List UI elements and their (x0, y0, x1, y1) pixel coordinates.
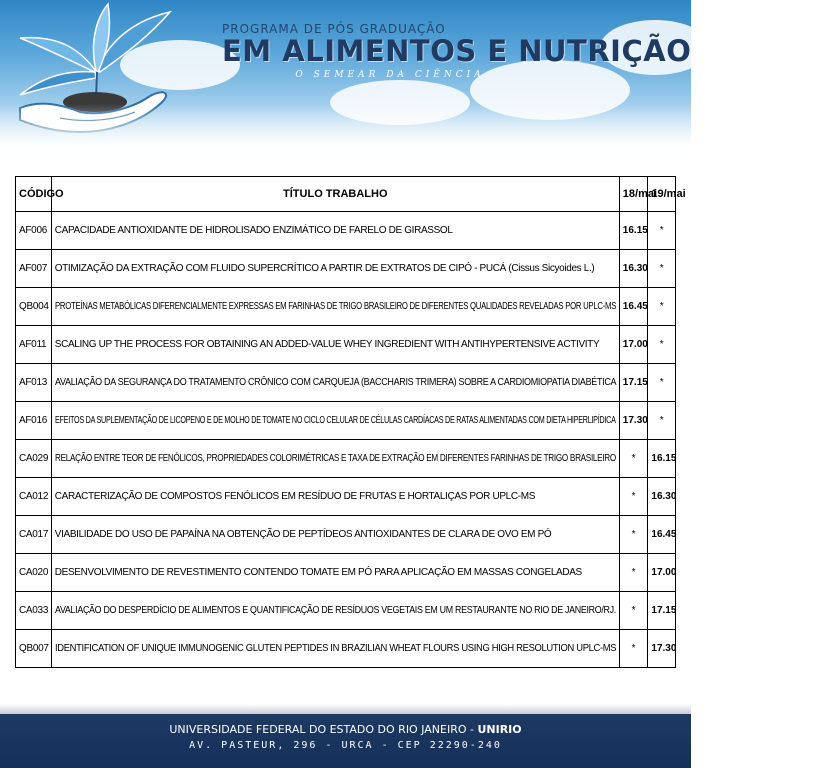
presentation-schedule-table (15, 176, 686, 668)
table-body (16, 212, 676, 668)
cell-day2: * (648, 402, 676, 440)
table-row (16, 250, 676, 288)
table-row (16, 326, 676, 364)
footer-university (0, 723, 691, 736)
cell-code: AF011 (16, 326, 52, 364)
cell-day2: 17.00 (648, 554, 676, 592)
cell-title: AVALIAÇÃO DA SEGURANÇA DO TRATAMENTO CRÔNICO COM CARQUEJA (BACCHARIS TRIMERA) SOBRE A CARDIOMIOPATIA DIABÉTICA (51, 364, 619, 402)
cell-title: PROTEÍNAS METABÓLICAS DIFERENCIALMENTE EXPRESSAS EM FARINHAS DE TRIGO BRASILEIRO DE DIFERENTES QUALIDADES REVELADAS POR UPLC-MS (51, 288, 619, 326)
cell-title: SCALING UP THE PROCESS FOR OBTAINING AN ADDED-VALUE WHEY INGREDIENT WITH ANTIHYPERTENSIVE ACTIVITY (51, 326, 619, 364)
cell-title: CARACTERIZAÇÃO DE COMPOSTOS FENÓLICOS EM RESÍDUO DE FRUTAS E HORTALIÇAS POR UPLC-MS (51, 478, 619, 516)
cell-title: VIABILIDADE DO USO DE PAPAÍNA NA OBTENÇÃO DE PEPTÍDEOS ANTIOXIDANTES DE CLARA DE OVO EM PÓ (51, 516, 619, 554)
cell-code: CA017 (16, 516, 52, 554)
column-header-code: CÓDIGO (16, 177, 52, 212)
program-title: EM ALIMENTOS E NUTRIÇÃO (222, 34, 692, 68)
cell-title: RELAÇÃO ENTRE TEOR DE FENÓLICOS, PROPRIEDADES COLORIMÉTRICAS E TAXA DE EXTRAÇÃO EM DIFERENTES FARINHAS DE TRIGO BRASILEIRO (51, 440, 619, 478)
cell-day1: 17.15 (619, 364, 648, 402)
cell-day1: 17.30 (619, 402, 648, 440)
cell-code: QB007 (16, 630, 52, 668)
cell-day2: 17.15 (648, 592, 676, 630)
program-tagline: O SEMEAR DA CIÊNCIA (295, 70, 485, 80)
table-row (16, 440, 676, 478)
cell-day1: 16.15 (619, 212, 648, 250)
cell-code: CA033 (16, 592, 52, 630)
cell-day1: 16.45 (619, 288, 648, 326)
table-row (16, 592, 676, 630)
cell-day1: * (619, 592, 648, 630)
column-header-day1: 18/mai (619, 177, 648, 212)
table-row (16, 364, 676, 402)
cell-day1: * (619, 516, 648, 554)
cell-code: CA029 (16, 440, 52, 478)
cell-title: IDENTIFICATION OF UNIQUE IMMUNOGENIC GLUTEN PEPTIDES IN BRAZILIAN WHEAT FLOURS USING HIGH RESOLUTION UPLC-MS (51, 630, 619, 668)
cell-code: CA012 (16, 478, 52, 516)
header-banner (0, 0, 691, 148)
table-row (16, 212, 676, 250)
program-subtitle: PROGRAMA DE PÓS GRADUAÇÃO (222, 22, 446, 36)
cell-code: CA020 (16, 554, 52, 592)
table-row (16, 402, 676, 440)
cell-day1: * (619, 630, 648, 668)
cell-day1: 17.00 (619, 326, 648, 364)
cell-day2: 16.30 (648, 478, 676, 516)
cell-day1: * (619, 478, 648, 516)
column-header-day2: 19/mai (648, 177, 676, 212)
cell-day2: 17.30 (648, 630, 676, 668)
cell-title: DESENVOLVIMENTO DE REVESTIMENTO CONTENDO TOMATE EM PÓ PARA APLICAÇÃO EM MASSAS CONGELADAS (51, 554, 619, 592)
cell-day2: * (648, 212, 676, 250)
cell-day2: * (648, 288, 676, 326)
university-name: UNIVERSIDADE FEDERAL DO ESTADO DO RIO JANEIRO - (169, 723, 478, 736)
table-row (16, 516, 676, 554)
cell-title: CAPACIDADE ANTIOXIDANTE DE HIDROLISADO ENZIMÁTICO DE FARELO DE GIRASSOL (51, 212, 619, 250)
table-row (16, 288, 676, 326)
table-row (16, 478, 676, 516)
cell-day2: * (648, 250, 676, 288)
cell-day1: 16.30 (619, 250, 648, 288)
cell-code: AF007 (16, 250, 52, 288)
header-fade (0, 104, 691, 148)
cell-day2: 16.15 (648, 440, 676, 478)
cell-code: QB004 (16, 288, 52, 326)
cell-title: EFEITOS DA SUPLEMENTAÇÃO DE LICOPENO E DE MOLHO DE TOMATE NO CICLO CELULAR DE CÉLULAS CARDÍACAS DE RATAS ALIMENTADAS COM DIETA HIPERLIPÍDICA (51, 402, 619, 440)
column-header-title: TÍTULO TRABALHO (51, 177, 619, 212)
cell-code: AF013 (16, 364, 52, 402)
cell-day1: * (619, 440, 648, 478)
footer-address: AV. PASTEUR, 296 - URCA - CEP 22290-240 (189, 740, 502, 751)
cell-day2: * (648, 364, 676, 402)
cell-title: OTIMIZAÇÃO DA EXTRAÇÃO COM FLUIDO SUPERCRÍTICO A PARTIR DE EXTRATOS DE CIPÓ - PUCÁ (Cissus Sicyoides L.) (51, 250, 619, 288)
cell-title: AVALIAÇÃO DO DESPERDÍCIO DE ALIMENTOS E QUANTIFICAÇÃO DE RESÍDUOS VEGETAIS EM UM RESTAURANTE NO RIO DE JANEIRO/RJ. (51, 592, 619, 630)
cell-code: AF016 (16, 402, 52, 440)
cell-day2: 16.45 (648, 516, 676, 554)
cell-day1: * (619, 554, 648, 592)
university-acronym: UNIRIO (477, 723, 522, 736)
table-row (16, 630, 676, 668)
cell-day2: * (648, 326, 676, 364)
cell-code: AF006 (16, 212, 52, 250)
table-row (16, 554, 676, 592)
table-header-row (16, 177, 676, 212)
